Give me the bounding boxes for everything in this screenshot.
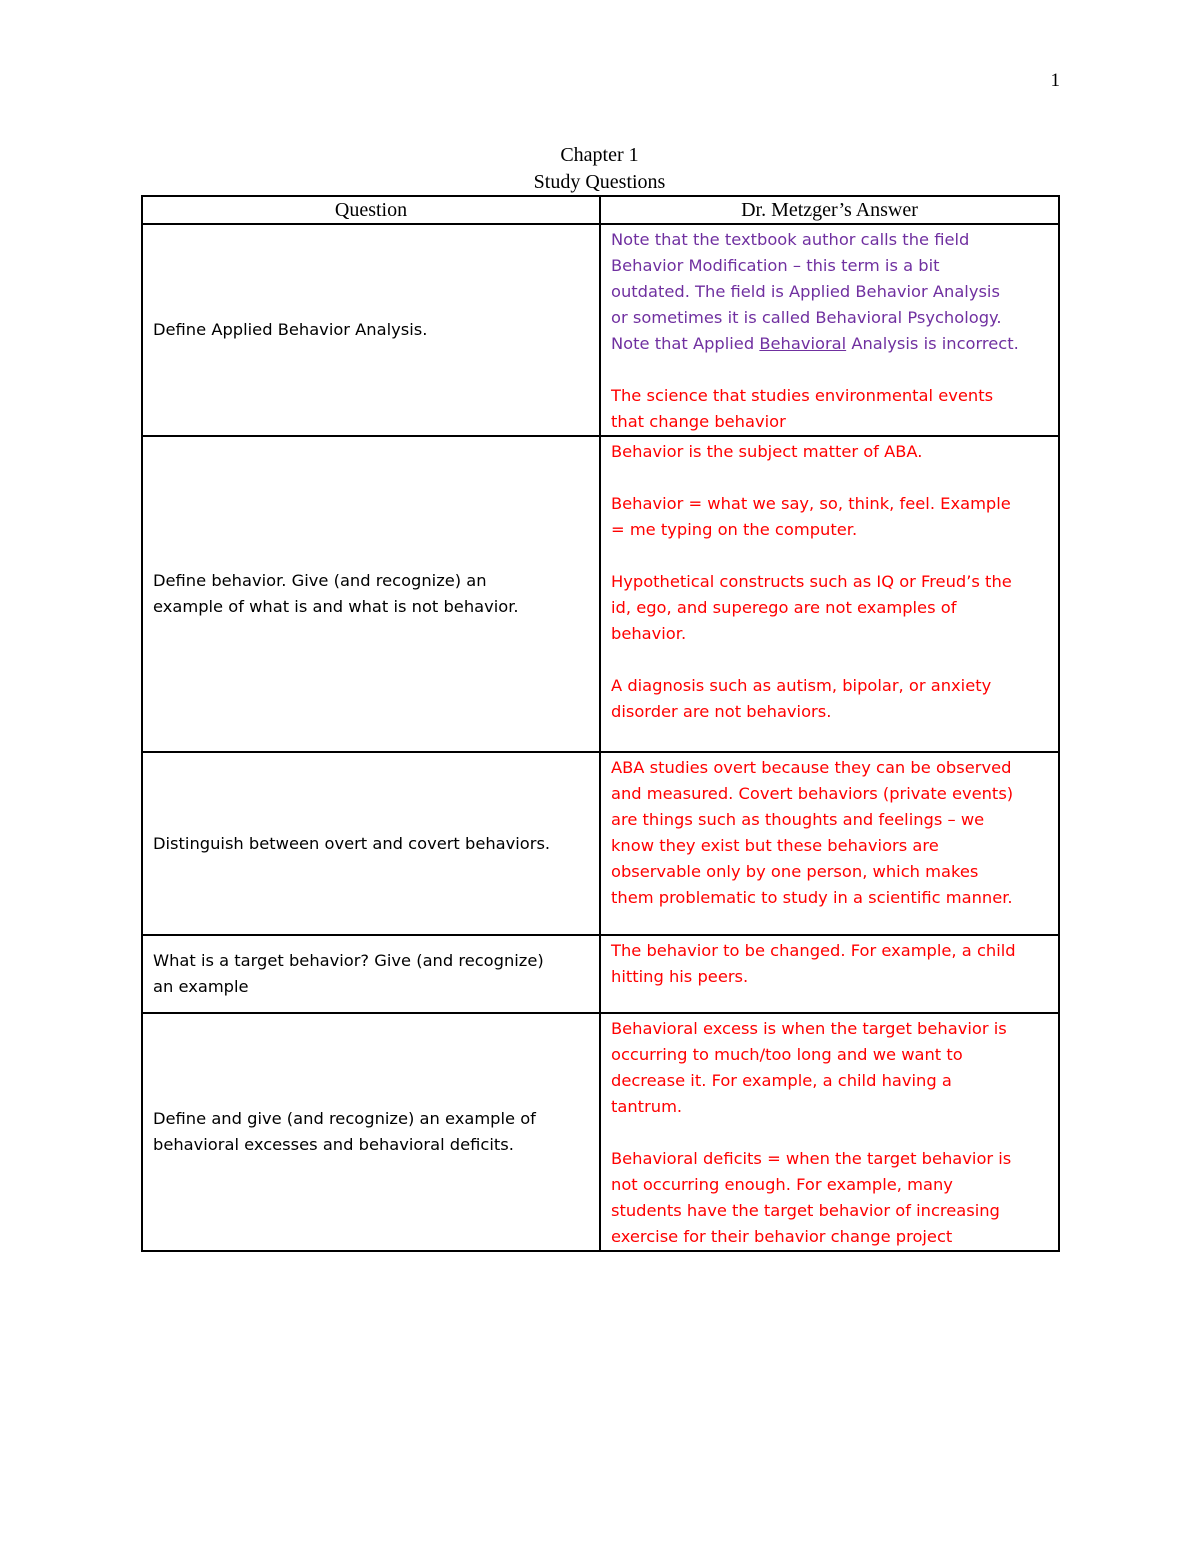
answer-line: Behavior Modification – this term is a bit bbox=[611, 256, 940, 275]
table-row bbox=[142, 224, 1059, 436]
question-cell bbox=[142, 752, 600, 935]
answer-line: outdated. The field is Applied Behavior Analysis bbox=[611, 282, 1000, 301]
question-column-header: Question bbox=[142, 196, 600, 224]
table-header-row bbox=[142, 196, 1059, 224]
answer-line: that change behavior bbox=[611, 412, 786, 431]
answer-line: not occurring enough. For example, many bbox=[611, 1175, 953, 1194]
answer-line: them problematic to study in a scientific manner. bbox=[611, 888, 1013, 907]
question-cell bbox=[142, 224, 600, 436]
study-questions-subtitle: Study Questions bbox=[533, 171, 666, 193]
chapter-title: Chapter 1 bbox=[560, 144, 639, 166]
question-line: behavioral excesses and behavioral deficits. bbox=[153, 1135, 514, 1154]
answer-line: and measured. Covert behaviors (private events) bbox=[611, 784, 1014, 803]
question-line: an example bbox=[153, 977, 249, 996]
answer-line: are things such as thoughts and feelings – we bbox=[611, 810, 985, 829]
answer-line: Behavior is the subject matter of ABA. bbox=[611, 442, 923, 461]
page-number: 1 bbox=[1050, 70, 1060, 91]
answer-cell bbox=[600, 935, 1059, 1013]
answer-line: observable only by one person, which makes bbox=[611, 862, 979, 881]
study-questions-table bbox=[141, 195, 1060, 1252]
answer-line: = me typing on the computer. bbox=[611, 520, 858, 539]
answer-line: exercise for their behavior change project bbox=[611, 1227, 953, 1246]
answer-line: Behavioral excess is when the target behavior is bbox=[611, 1019, 1007, 1038]
table-row bbox=[142, 935, 1059, 1013]
table-row bbox=[142, 436, 1059, 752]
answer-line: Behavior = what we say, so, think, feel. Example bbox=[611, 494, 1011, 513]
question-line: Define behavior. Give (and recognize) an bbox=[153, 571, 487, 590]
answer-line: hitting his peers. bbox=[611, 967, 749, 986]
answer-definition bbox=[611, 383, 1050, 435]
answer-cell bbox=[600, 752, 1059, 935]
answer-line: Note that the textbook author calls the field bbox=[611, 230, 970, 249]
note-prefix: Note that Applied bbox=[611, 334, 760, 353]
answer-line: The science that studies environmental events bbox=[611, 386, 994, 405]
answer-line: tantrum. bbox=[611, 1097, 683, 1116]
answer-line: The behavior to be changed. For example, a child bbox=[611, 941, 1016, 960]
question-text: Distinguish between overt and covert behaviors. bbox=[153, 833, 551, 853]
question-cell bbox=[142, 935, 600, 1013]
answer-line: Behavioral deficits = when the target behavior is bbox=[611, 1149, 1012, 1168]
answer-line: decrease it. For example, a child having a bbox=[611, 1071, 952, 1090]
answer-line: occurring to much/too long and we want to bbox=[611, 1045, 963, 1064]
question-text: Define Applied Behavior Analysis. bbox=[153, 320, 428, 339]
question-cell bbox=[142, 436, 600, 752]
answer-line: disorder are not behaviors. bbox=[611, 702, 832, 721]
note-suffix: Analysis is incorrect. bbox=[846, 334, 1019, 353]
answer-line: ABA studies overt because they can be observed bbox=[611, 758, 1012, 777]
answer-note bbox=[611, 227, 1050, 357]
underlined-word: Behavioral bbox=[759, 334, 847, 353]
answer-cell bbox=[600, 224, 1059, 436]
table-row bbox=[142, 1013, 1059, 1251]
question-line: What is a target behavior? Give (and recognize) bbox=[153, 951, 544, 970]
question-line: example of what is and what is not behavior. bbox=[153, 597, 519, 616]
answer-line: students have the target behavior of increasing bbox=[611, 1201, 1000, 1220]
answer-line: know they exist but these behaviors are bbox=[611, 836, 939, 855]
question-cell bbox=[142, 1013, 600, 1251]
document-title bbox=[141, 142, 1058, 196]
answer-cell bbox=[600, 1013, 1059, 1251]
answer-line: A diagnosis such as autism, bipolar, or anxiety bbox=[611, 676, 992, 695]
answer-line: or sometimes it is called Behavioral Psychology. bbox=[611, 308, 1002, 327]
answer-cell bbox=[600, 436, 1059, 752]
answer-column-header: Dr. Metzger’s Answer bbox=[600, 196, 1059, 224]
question-line: Define and give (and recognize) an example of bbox=[153, 1109, 536, 1128]
answer-line: behavior. bbox=[611, 624, 687, 643]
answer-line: id, ego, and superego are not examples of bbox=[611, 598, 957, 617]
table-row bbox=[142, 752, 1059, 935]
answer-line: Hypothetical constructs such as IQ or Freud’s the bbox=[611, 572, 1012, 591]
answer-line bbox=[611, 331, 1050, 357]
